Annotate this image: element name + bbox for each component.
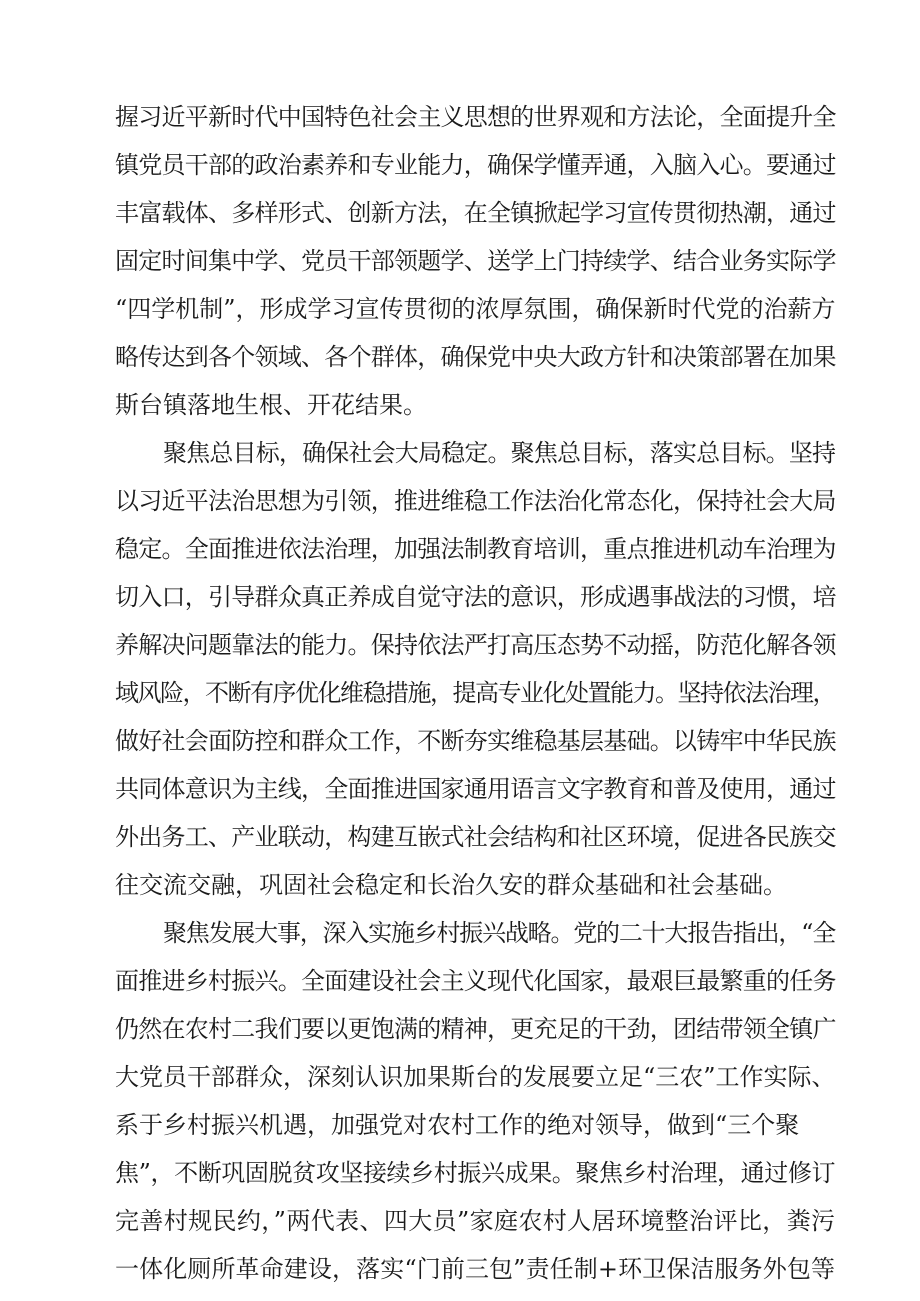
paragraph-3-line-2: 面推进乡村振兴。全面建设社会主义现代化国家，最艰巨最繁重的任务 — [115, 967, 836, 995]
paragraph-3-line-3: 仍然在农村二我们要以更饱满的精神，更充足的干劲，团结带领全镇广 — [115, 1015, 836, 1043]
paragraph-2-line-4: 切入口，引导群众真正养成自觉守法的意识，形成遇事战法的习惯，培 — [115, 583, 836, 611]
paragraph-3-line-6: 焦”，不断巩固脱贫攻坚接续乡村振兴成果。聚焦乡村治理，通过修订 — [115, 1159, 835, 1187]
paragraph-1-line-3: 丰富载体、多样形式、创新方法，在全镇掀起学习宣传贯彻热潮，通过 — [115, 199, 836, 227]
paragraph-2-line-1: 聚焦总目标，确保社会大局稳定。聚焦总目标，落实总目标。坚持 — [163, 439, 835, 467]
paragraph-2-line-8: 共同体意识为主线，全面推进国家通用语言文字教育和普及使用，通过 — [115, 775, 836, 803]
paragraph-2-line-6: 域风险，不断有序优化维稳措施，提高专业化处置能力。坚持依法治理， — [115, 679, 835, 707]
paragraph-1-line-6: 略传达到各个领域、各个群体，确保党中央大政方针和决策部署在加果 — [115, 343, 836, 371]
paragraph-3-line-4: 大党员干部群众，深刻认识加果斯台的发展要立足“三农”工作实际、 — [115, 1063, 836, 1091]
paragraph-1-line-4: 固定时间集中学、党员干部领题学、送学上门持续学、结合业务实际学 — [115, 247, 836, 275]
paragraph-2-line-5: 养解决问题靠法的能力。保持依法严打高压态势不动摇，防范化解各领 — [115, 631, 836, 659]
paragraph-2-line-7: 做好社会面防控和群众工作，不断夯实维稳基层基础。以铸牢中华民族 — [115, 727, 836, 755]
paragraph-2-line-2: 以习近平法治思想为引领，推进维稳工作法治化常态化，保持社会大局 — [115, 487, 836, 515]
paragraph-1-line-5: “四学机制”，形成学习宣传贯彻的浓厚氛围，确保新时代党的治薪方 — [115, 295, 836, 323]
paragraph-1-line-7: 斯台镇落地生根、开花结果。 — [115, 391, 427, 419]
paragraph-1-line-1: 握习近平新时代中国特色社会主义思想的世界观和方法论，全面提升全 — [115, 103, 836, 131]
paragraph-3-line-8: 一体化厕所革命建设，落实“门前三包”责任制+环卫保洁服务外包等 — [115, 1255, 835, 1283]
paragraph-3-line-1: 聚焦发展大事，深入实施乡村振兴战略。党的二十大报告指出，“全 — [163, 919, 835, 947]
paragraph-2-line-9: 外出务工、产业联动，构建互嵌式社会结构和社区环境，促进各民族交 — [115, 823, 836, 851]
paragraph-3-line-5: 系于乡村振兴机遇，加强党对农村工作的绝对领导，做到“三个聚 — [115, 1111, 800, 1139]
paragraph-2-line-3: 稳定。全面推进依法治理，加强法制教育培训，重点推进机动车治理为 — [115, 535, 836, 563]
paragraph-1-line-2: 镇党员干部的政治素养和专业能力，确保学懂弄通，入脑入心。要通过 — [115, 151, 836, 179]
paragraph-2-line-10: 往交流交融，巩固社会稳定和长治久安的群众基础和社会基础。 — [115, 871, 787, 899]
paragraph-3-line-7: 完善村规民约，”两代表、四大员”家庭农村人居环境整治评比，粪污 — [115, 1207, 835, 1235]
